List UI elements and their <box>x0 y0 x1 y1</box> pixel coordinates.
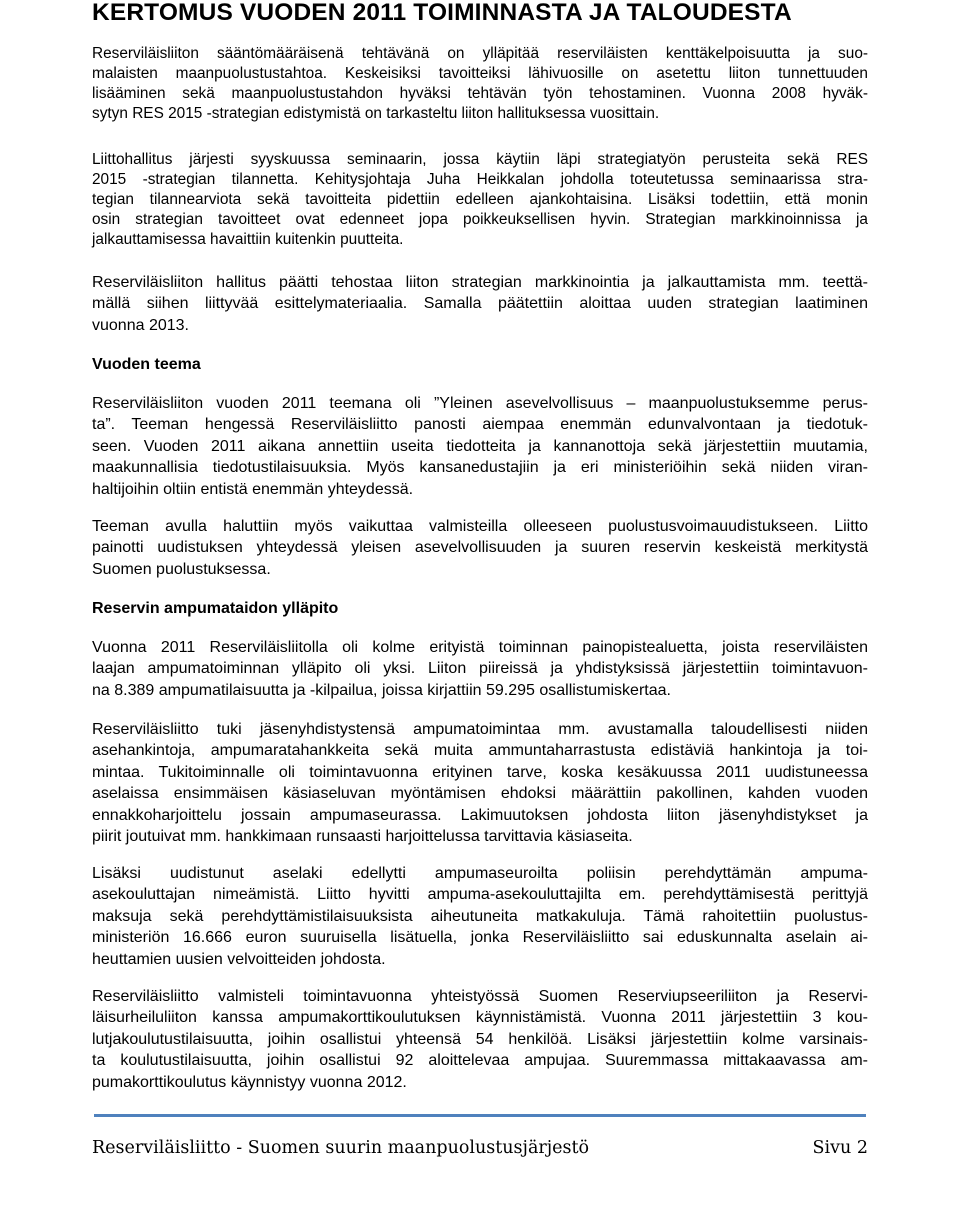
footer-divider <box>94 1114 866 1117</box>
text-line: jalkauttamisessa havaittiin kuitenkin puutteita. <box>92 231 404 248</box>
text-line: maakunnallisia tiedotustilaisuuksia. Myös kansanedustajiin ja eri ministeriöihin sekä niiden viran- <box>92 459 868 477</box>
text-line: sytyn RES 2015 -strategian edistymistä on tarkasteltu liiton hallituksessa vuosittain. <box>92 105 660 122</box>
text-line: Reserviläisliiton vuoden 2011 teemana oli ”Yleinen asevelvollisuus – maanpuolustuksemme perus- <box>92 395 868 412</box>
text-line: ministeriön 16.666 euron suuruisella lisätuella, jonka Reserviläisliitto sai eduskunnalta aselain ai- <box>92 929 868 947</box>
page-title: KERTOMUS VUODEN 2011 TOIMINNASTA JA TALOUDESTA <box>92 0 792 26</box>
paragraph-seminar <box>92 150 868 250</box>
text-line: na 8.389 ampumatilaisuutta ja -kilpailua, joissa kirjattiin 59.295 osallistumiskertaa. <box>92 681 671 699</box>
text-line: mintaa. Tukitoiminnalle oli toimintavuonna erityinen tarve, koska kesäkuussa 2011 uudistuneessa <box>92 763 868 781</box>
text-line: tegian tilannearviota sekä tavoitteita pidettiin edelleen ajankohtaisina. Lisäksi todettiin, että monin <box>92 191 868 208</box>
paragraph-shooting-support <box>92 719 868 847</box>
text-line: 2015 -strategian tilannetta. Kehitysjohtaja Juha Heikkalan johdolla toteutetussa seminaarissa stra- <box>92 171 868 188</box>
heading-vuoden-teema: Vuoden teema <box>92 356 201 373</box>
footer-organization: Reserviläisliitto - Suomen suurin maanpuolustusjärjestö <box>92 1138 590 1158</box>
text-line: aselaissa ensimmäisen käsiaseluvan myöntämisen ehdoksi määrättiin pakollinen, kahden vuoden <box>92 785 868 803</box>
paragraph-intro <box>92 44 868 124</box>
text-line: pumakorttikoulutus käynnistyy vuonna 2012. <box>92 1073 407 1091</box>
text-line: Liittohallitus järjesti syyskuussa seminaarin, jossa käytiin läpi strategiatyön perusteita sekä RES <box>92 151 868 168</box>
paragraph-gun-law <box>92 863 868 970</box>
text-line: lutjakoulutustilaisuutta, joihin osallistui yhteensä 54 henkilöä. Lisäksi järjestettiin kolme varsinais- <box>92 1030 868 1048</box>
text-line: piirit joutuivat mm. hankkimaan runsaasti harjoittelussa tarvittavia käsiaseita. <box>92 828 633 846</box>
text-line: heuttamien uusien velvoitteiden johdosta. <box>92 950 386 968</box>
text-line: haltijoihin oltiin entistä enemmän yhteydessä. <box>92 480 414 498</box>
text-line: mällä siihen liittyvää esittelymateriaalia. Samalla päätettiin aloittaa uuden strategian laatiminen <box>92 295 868 313</box>
text-line: asehankintoja, ampumaratahankkeita sekä muita ammuntaharrastusta edistäviä hankintoja ja toi- <box>92 742 868 760</box>
text-line: seen. Vuoden 2011 aikana annettiin useita tiedotteita ja kannanottoja sekä järjestettiin muutamia, <box>92 437 868 455</box>
text-line: läisurheiluliiton kanssa ampumakorttikoulutuksen käynnistämistä. Vuonna 2011 järjestettiin 3 kou- <box>92 1009 868 1027</box>
text-line: ennakkoharjoittelu jossain ampumaseurassa. Lakimuutoksen johdosta liiton jäsenyhdistykset ja <box>92 806 868 824</box>
text-line: lisääminen sekä maanpuolustustahdon hyväksi tehtävän työn tehostaminen. Vuonna 2008 hyväk- <box>92 85 868 102</box>
text-line: Reserviläisliitto tuki jäsenyhdistystensä ampumatoimintaa mm. avustamalla taloudellisesti niiden <box>92 721 868 738</box>
text-line: ta”. Teeman hengessä Reserviläisliitto panosti aiempaa enemmän edunvalvontaan ja tiedotuk- <box>92 416 868 434</box>
text-line: painotti uudistuksen yhteydessä yleisen asevelvollisuuden ja suuren reservin keskeistä merkitystä <box>92 539 868 557</box>
text-line: ta koulutustilaisuutta, joihin osallistui 92 aloittelevaa ampujaa. Suuremmassa mittakaavassa am- <box>92 1052 868 1070</box>
text-line: Lisäksi uudistunut aselaki edellytti ampumaseuroilta poliisin perehdyttämän ampuma- <box>92 865 868 882</box>
paragraph-shooting-card <box>92 986 868 1093</box>
text-line: Teeman avulla haluttiin myös vaikuttaa valmisteilla olleeseen puolustusvoimauudistukseen. Liitto <box>92 518 868 535</box>
text-line: Suomen puolustuksessa. <box>92 560 271 578</box>
text-line: asekouluttajan nimeämistä. Liitto hyvitti ampuma-asekouluttajilta em. perehdyttämisestä perittyjä <box>92 886 868 904</box>
heading-ampumataito: Reservin ampumataidon ylläpito <box>92 600 339 617</box>
text-line: Reserviläisliiton sääntömääräisenä tehtävänä on ylläpitää reserviläisten kenttäkelpoisuutta ja suo- <box>92 45 868 62</box>
text-line: laajan ampumatoiminnan ylläpito oli yksi. Liiton piireissä ja yhdistyksissä järjestettiin toimintavuon- <box>92 660 868 678</box>
text-line: Vuonna 2011 Reserviläisliitolla oli kolme erityistä toiminnan painopistealuetta, joista reserviläisten <box>92 639 868 656</box>
text-line: osin strategian tavoitteet ovat edenneet jopa poikkeuksellisen hyvin. Strategian markkinoinnissa ja <box>92 211 868 228</box>
text-line: malaisten maanpuolustustahtoa. Keskeisiksi tavoitteiksi lähivuosille on asetettu liiton tunnettuuden <box>92 65 868 82</box>
paragraph-theme <box>92 393 868 500</box>
text-line: vuonna 2013. <box>92 316 189 334</box>
text-line: Reserviläisliitto valmisteli toimintavuonna yhteistyössä Suomen Reserviupseeriliiton ja Reservi- <box>92 988 868 1005</box>
text-line: Reserviläisliiton hallitus päätti tehostaa liiton strategian markkinointia ja jalkauttamista mm. teettä- <box>92 274 868 291</box>
paragraph-shooting-focus <box>92 637 868 701</box>
footer-page-number: Sivu 2 <box>812 1138 868 1158</box>
paragraph-strategy-marketing <box>92 272 868 336</box>
text-line: maksuja sekä perehdyttämistilaisuuksista aiheutuneita matkakuluja. Tämä rahoitettiin puolustus- <box>92 907 868 925</box>
paragraph-defence-reform <box>92 516 868 580</box>
